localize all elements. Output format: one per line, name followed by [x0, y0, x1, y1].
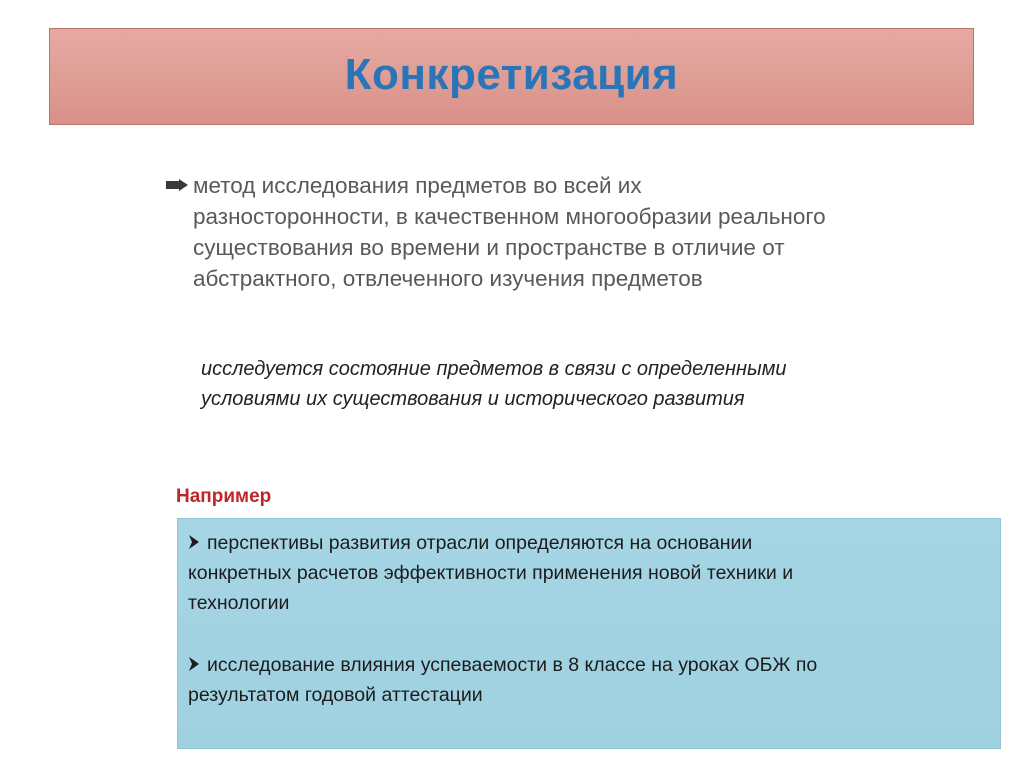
example-label: Например — [176, 486, 272, 507]
example-box — [177, 518, 1001, 749]
definition-line: разносторонности, в качественном многообразии реального — [193, 204, 826, 229]
example-line: результатом годовой аттестации — [188, 684, 483, 706]
example-line: перспективы развития отрасли определяются на основании — [207, 532, 753, 554]
title-banner — [49, 28, 974, 125]
triangle-bullet-icon — [188, 656, 200, 672]
note-line: исследуется состояние предметов в связи с определенными — [201, 358, 787, 380]
example-item — [188, 650, 988, 710]
definition-line: метод исследования предметов во всей их — [193, 173, 642, 198]
example-item — [188, 528, 988, 618]
definition-text — [193, 170, 966, 294]
example-line: технологии — [188, 592, 290, 614]
definition-line: абстрактного, отвлеченного изучения предметов — [193, 266, 703, 291]
example-line: исследование влияния успеваемости в 8 классе на уроках ОБЖ по — [207, 654, 818, 676]
definition-block — [166, 170, 966, 294]
arrow-right-icon — [166, 179, 188, 191]
note-line: условиями их существования и исторического развития — [201, 388, 745, 410]
triangle-bullet-icon — [188, 534, 200, 550]
definition-line: существования во времени и пространстве в отличие от — [193, 235, 785, 260]
italic-note — [201, 354, 981, 414]
slide-title: Конкретизация — [344, 49, 679, 99]
example-line: конкретных расчетов эффективности применения новой техники и — [188, 562, 794, 584]
